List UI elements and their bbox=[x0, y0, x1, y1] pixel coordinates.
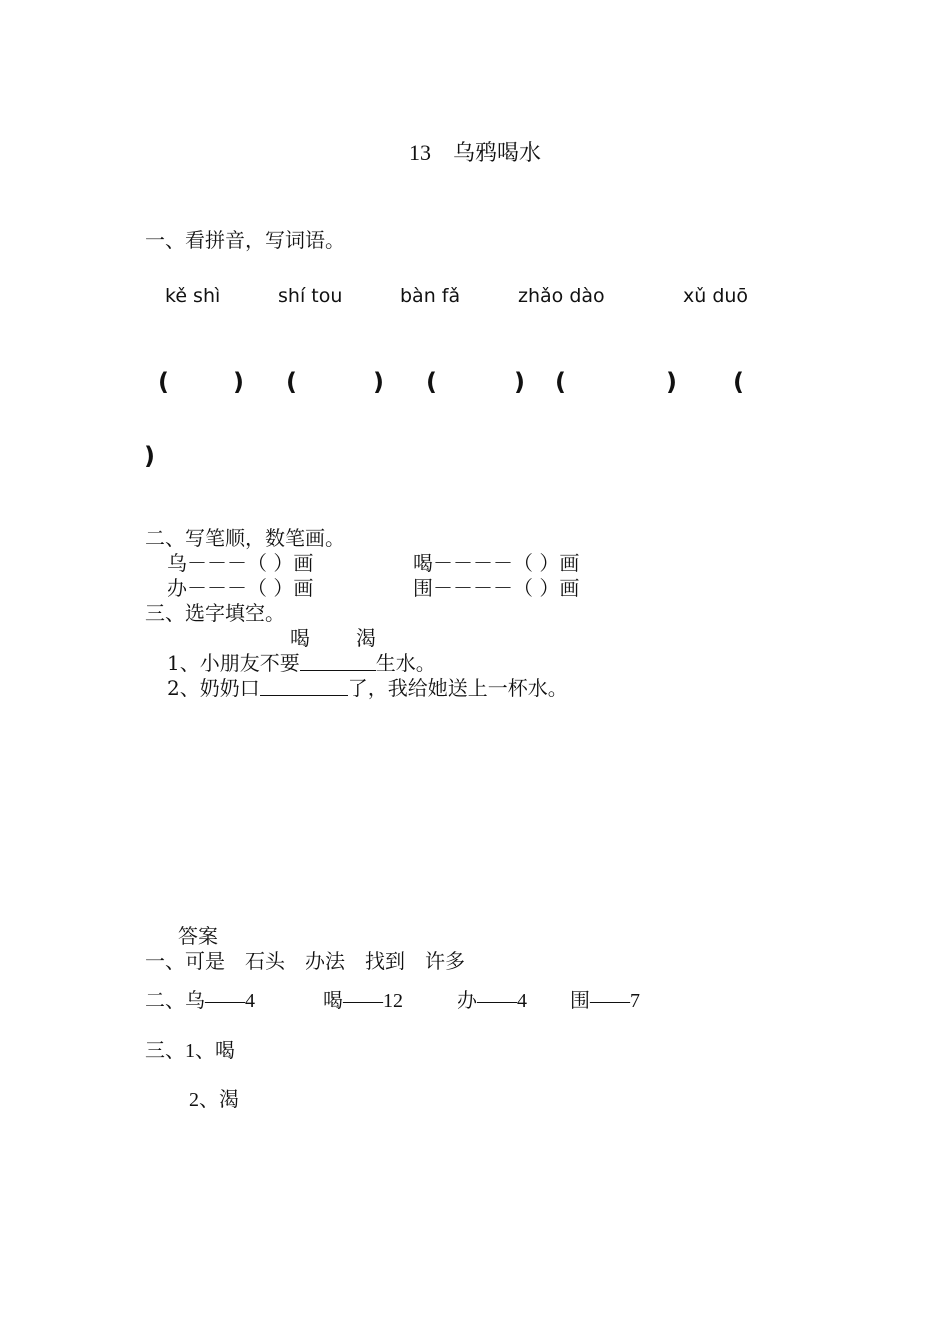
answer-2-prefix: 二、 bbox=[145, 988, 185, 1012]
pinyin-5: xǔ duō bbox=[683, 285, 749, 307]
answer-2-item-dash: —— bbox=[590, 990, 630, 1012]
answer-3-2 bbox=[189, 1083, 239, 1112]
choice-1: 喝 bbox=[290, 626, 310, 650]
pinyin-2: shí tou bbox=[278, 285, 343, 307]
answer-2-item-char: 乌 bbox=[185, 988, 205, 1012]
paren-close-4: ) bbox=[666, 368, 677, 396]
answers-label: 答案 bbox=[178, 924, 218, 948]
answer-2-item-dash: —— bbox=[205, 990, 245, 1012]
answer-2-item-char: 喝 bbox=[323, 988, 343, 1012]
section1-heading: 一、看拼音，写词语。 bbox=[145, 228, 345, 252]
question-2-blank[interactable] bbox=[260, 677, 348, 696]
answer-3-1-num: 1、 bbox=[185, 1040, 215, 1062]
answer-2-item-num: 12 bbox=[383, 990, 403, 1012]
answer-2-item-num: 7 bbox=[630, 990, 640, 1012]
answer-3-prefix: 三、 bbox=[145, 1038, 185, 1062]
pinyin-3: bàn fǎ bbox=[400, 285, 461, 307]
answer-2-item bbox=[457, 984, 527, 1013]
stroke-row-1-right: 喝－－－－（ ）画 bbox=[413, 551, 580, 575]
paren-close-5: ) bbox=[144, 442, 155, 470]
answer-3-2-char: 渴 bbox=[219, 1087, 239, 1111]
answer-2-item bbox=[323, 984, 403, 1013]
title-text: 乌鸦喝水 bbox=[452, 141, 541, 166]
paren-open-5: ( bbox=[733, 368, 744, 396]
answer-2-item-dash: —— bbox=[477, 990, 517, 1012]
answer-2-item-dash: —— bbox=[343, 990, 383, 1012]
section2-heading: 二、写笔顺，数笔画。 bbox=[145, 526, 345, 550]
answer-3-1-char: 喝 bbox=[215, 1038, 235, 1062]
paren-close-3: ) bbox=[514, 368, 525, 396]
question-1-blank[interactable] bbox=[300, 652, 376, 671]
answer-2 bbox=[145, 984, 255, 1013]
answer-3-1 bbox=[145, 1034, 235, 1063]
stroke-row-2-left: 办－－－（ ）画 bbox=[167, 576, 314, 600]
paren-close-1: ) bbox=[233, 368, 244, 396]
page-title bbox=[0, 136, 950, 167]
question-2-after: 了，我给她送上一杯水。 bbox=[347, 676, 568, 700]
stroke-row-2-right: 围－－－－（ ）画 bbox=[413, 576, 580, 600]
paren-close-2: ) bbox=[373, 368, 384, 396]
paren-open-2: ( bbox=[286, 368, 297, 396]
answer-1: 一、可是 石头 办法 找到 许多 bbox=[145, 949, 465, 973]
answer-2-item bbox=[570, 984, 640, 1013]
pinyin-4: zhǎo dào bbox=[518, 285, 605, 307]
answer-2-item-num: 4 bbox=[517, 990, 527, 1012]
paren-open-3: ( bbox=[426, 368, 437, 396]
pinyin-1: kě shì bbox=[165, 285, 221, 307]
answer-3-2-num: 2、 bbox=[189, 1089, 219, 1111]
question-1-before: 1、小朋友不要 bbox=[167, 651, 300, 675]
stroke-row-1-left: 乌－－－（ ）画 bbox=[167, 551, 314, 575]
question-1-after: 生水。 bbox=[375, 651, 436, 675]
choice-2: 渴 bbox=[356, 626, 376, 650]
section3-heading: 三、选字填空。 bbox=[145, 601, 285, 625]
question-2 bbox=[167, 672, 568, 701]
paren-open-1: ( bbox=[158, 368, 169, 396]
answer-2-item-char: 办 bbox=[457, 988, 477, 1012]
question-2-before: 2、奶奶口 bbox=[167, 676, 260, 700]
answer-2-item-num: 4 bbox=[245, 990, 255, 1012]
paren-open-4: ( bbox=[555, 368, 566, 396]
answer-2-item-char: 围 bbox=[570, 988, 590, 1012]
title-number: 13 bbox=[408, 140, 431, 165]
